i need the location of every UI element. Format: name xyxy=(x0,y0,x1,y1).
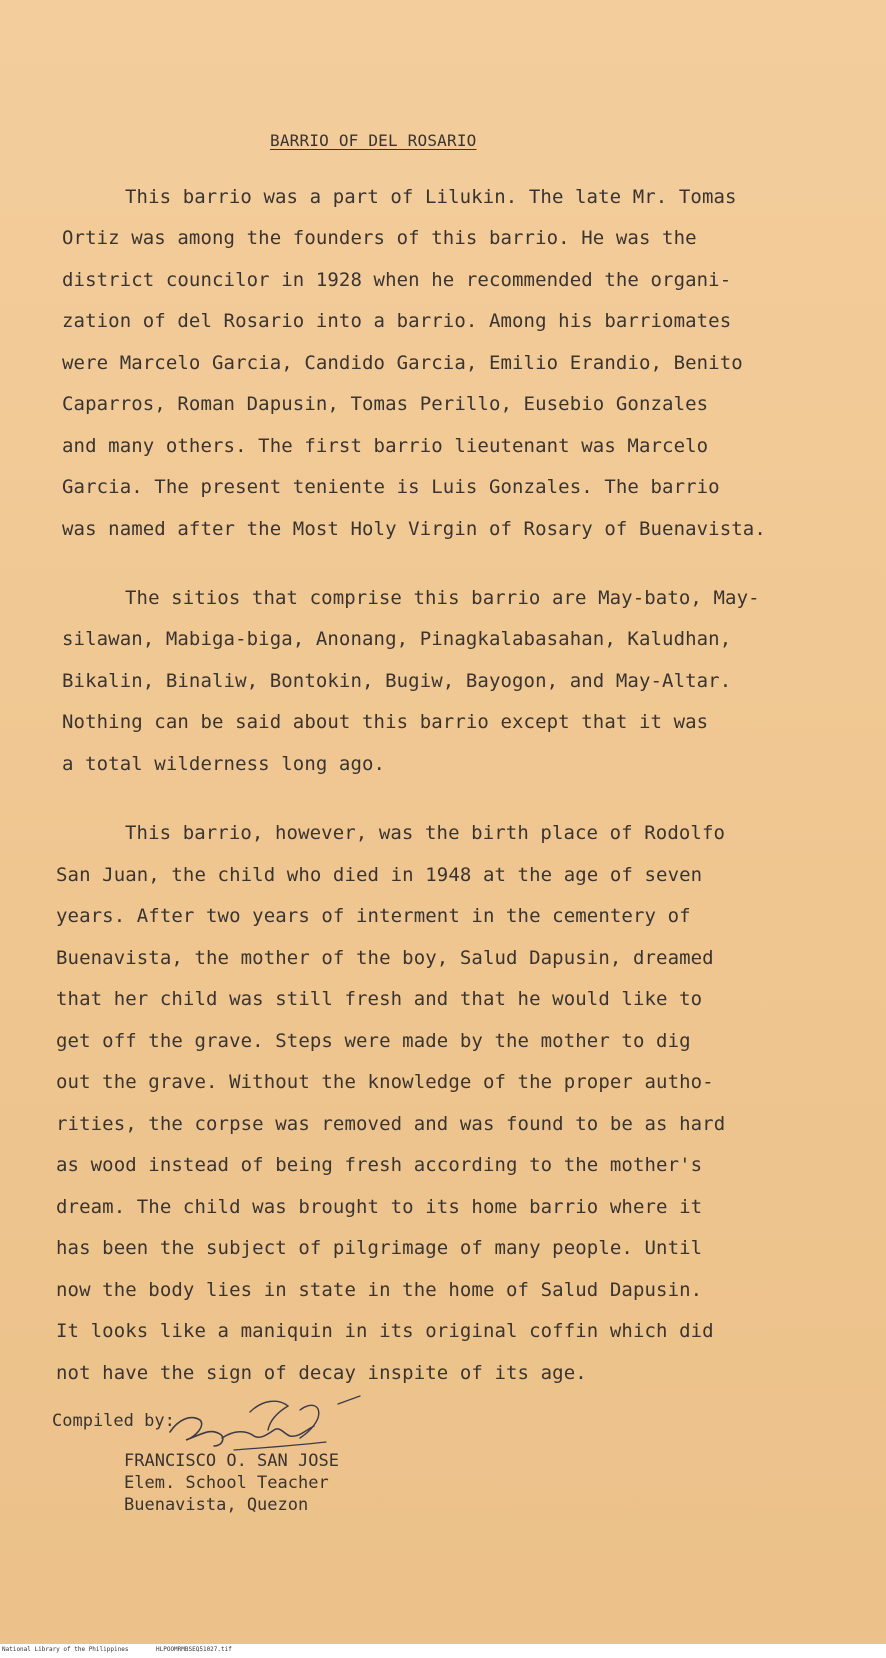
paragraph-2-line: Bikalin, Binaliw, Bontokin, Bugiw, Bayogon, and May-Altar. xyxy=(62,670,732,692)
paragraph-3-line: rities, the corpse was removed and was found to be as hard xyxy=(56,1113,726,1135)
paragraph-3-line: San Juan, the child who died in 1948 at the age of seven xyxy=(56,864,703,886)
paragraph-1-line: was named after the Most Holy Virgin of Rosary of Buenavista. xyxy=(62,518,766,540)
document-title: BARRIO OF DEL ROSARIO xyxy=(270,131,477,150)
paragraph-3-line: Buenavista, the mother of the boy, Salud Dapusin, dreamed xyxy=(56,947,714,969)
paragraph-2-line: silawan, Mabiga-biga, Anonang, Pinagkalabasahan, Kaludhan, xyxy=(62,628,732,650)
paragraph-3-line: out the grave. Without the knowledge of the proper autho- xyxy=(56,1071,714,1093)
paragraph-1-line: district councilor in 1928 when he recommended the organi- xyxy=(62,269,732,291)
paragraph-3-line: as wood instead of being fresh according to the mother's xyxy=(56,1154,703,1176)
footer-file: HLPOOMRMBSEQ51027.tif xyxy=(156,1646,232,1653)
paragraph-1-line: Caparros, Roman Dapusin, Tomas Perillo, Eusebio Gonzales xyxy=(62,393,709,415)
paragraph-3-line: not have the sign of decay inspite of its age. xyxy=(56,1362,587,1384)
footer-library: National Library of the Philippines xyxy=(2,1646,129,1653)
compiler-location: Buenavista, Quezon xyxy=(124,1495,309,1515)
paragraph-1-line: were Marcelo Garcia, Candido Garcia, Emilio Erandio, Benito xyxy=(62,352,743,374)
paragraph-1-line: zation of del Rosario into a barrio. Among his barriomates xyxy=(62,310,732,332)
paragraph-3-line: It looks like a maniquin in its original coffin which did xyxy=(56,1320,714,1342)
paragraph-3-line: dream. The child was brought to its home barrio where it xyxy=(56,1196,703,1218)
paragraph-3-line: now the body lies in state in the home of Salud Dapusin. xyxy=(56,1279,703,1301)
paragraph-2-line: a total wilderness long ago. xyxy=(62,753,386,775)
paragraph-3-line: This barrio, however, was the birth place of Rodolfo xyxy=(125,822,726,844)
footer-strip xyxy=(0,1644,886,1658)
compiler-position: Elem. School Teacher xyxy=(124,1473,329,1493)
paragraph-3-line: has been the subject of pilgrimage of many people. Until xyxy=(56,1237,703,1259)
paragraph-1-line: Ortiz was among the founders of this barrio. He was the xyxy=(62,227,697,249)
compiler-name: FRANCISCO O. SAN JOSE xyxy=(124,1451,339,1471)
paragraph-1-line: Garcia. The present teniente is Luis Gonzales. The barrio xyxy=(62,476,720,498)
paragraph-3-line: that her child was still fresh and that he would like to xyxy=(56,988,703,1010)
paragraph-2-line: The sitios that comprise this barrio are May-bato, May- xyxy=(125,587,760,609)
paragraph-2-line: Nothing can be said about this barrio except that it was xyxy=(62,711,709,733)
paragraph-1-line: and many others. The first barrio lieutenant was Marcelo xyxy=(62,435,709,457)
paragraph-3-line: years. After two years of interment in the cementery of xyxy=(56,905,691,927)
compiled-by-label: Compiled by: xyxy=(52,1411,175,1431)
paragraph-1-line: This barrio was a part of Lilukin. The late Mr. Tomas xyxy=(125,186,737,208)
paragraph-3-line: get off the grave. Steps were made by the mother to dig xyxy=(56,1030,691,1052)
